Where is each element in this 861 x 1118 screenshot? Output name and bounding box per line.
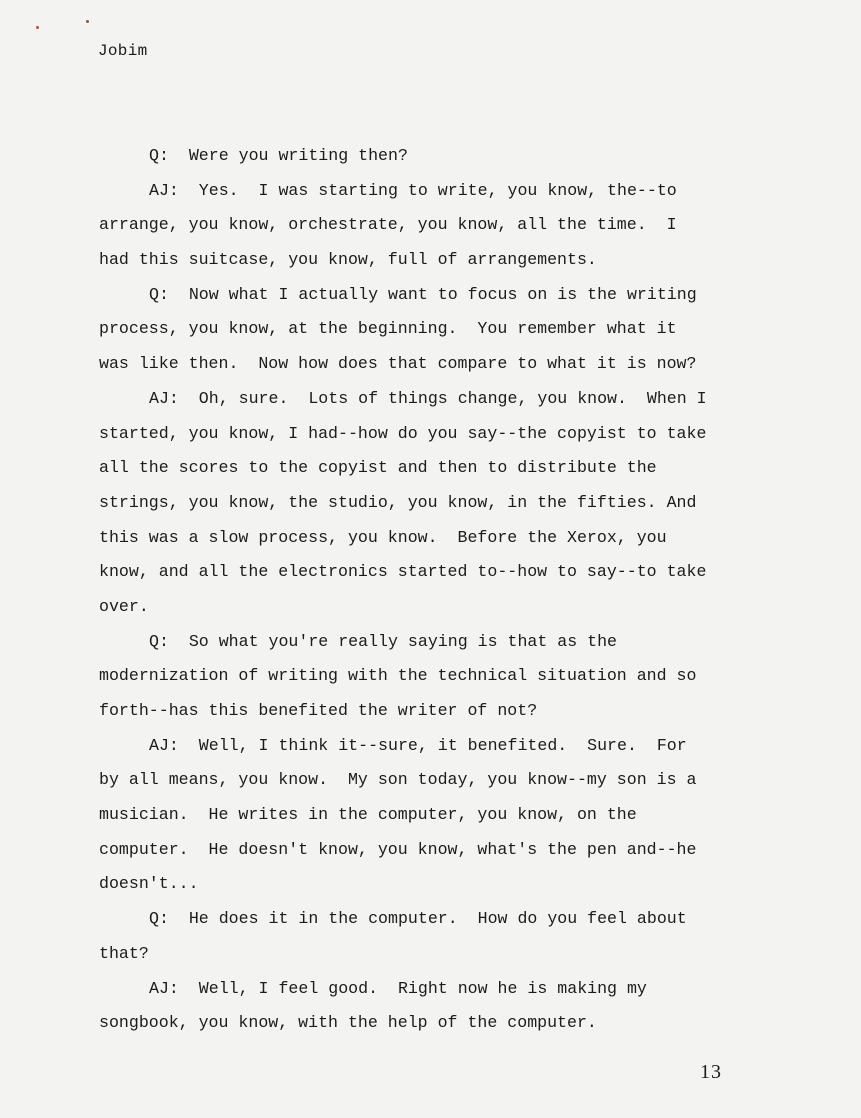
transcript-line: doesn't... [99, 874, 199, 894]
page-header: Jobim [98, 42, 148, 60]
transcript-line: AJ: Well, I feel good. Right now he is making my [149, 978, 647, 998]
transcript-line: over. [99, 596, 149, 616]
transcript-line: know, and all the electronics started to--how to say--to take [99, 562, 707, 582]
transcript-line: computer. He doesn't know, you know, what's the pen and--he [99, 839, 697, 859]
paper-speck [36, 26, 39, 29]
transcript-line: modernization of writing with the technical situation and so [99, 666, 697, 686]
transcript-line: Q: Now what I actually want to focus on is the writing [149, 284, 697, 304]
transcript-line: AJ: Yes. I was starting to write, you know, the--to [149, 180, 677, 200]
transcript-line: this was a slow process, you know. Before the Xerox, you [99, 527, 667, 547]
transcript-line: had this suitcase, you know, full of arrangements. [99, 250, 597, 270]
transcript-line: AJ: Oh, sure. Lots of things change, you know. When I [149, 388, 707, 408]
transcript-line: by all means, you know. My son today, you know--my son is a [99, 770, 697, 790]
paper-speck [86, 20, 89, 23]
transcript-line: arrange, you know, orchestrate, you know, all the time. I [99, 215, 677, 235]
transcript-line: forth--has this benefited the writer of not? [99, 701, 538, 720]
transcript-line: was like then. Now how does that compare to what it is now? [99, 354, 697, 374]
transcript-line: all the scores to the copyist and then to distribute the [99, 458, 657, 478]
transcript-line: Q: Were you writing then? [149, 146, 408, 165]
transcript-line: strings, you know, the studio, you know, in the fifties. And [99, 492, 697, 512]
transcript-line: AJ: Well, I think it--sure, it benefited. Sure. For [149, 735, 687, 755]
transcript-line: started, you know, I had--how do you say--the copyist to take [99, 423, 707, 443]
transcript-body [99, 139, 739, 1041]
transcript-line: that? [99, 943, 149, 963]
transcript-line: Q: He does it in the computer. How do you feel about [149, 909, 687, 929]
transcript-line: Q: So what you're really saying is that as the [149, 631, 618, 651]
transcript-line: songbook, you know, with the help of the computer. [99, 1013, 597, 1033]
transcript-line: process, you know, at the beginning. You remember what it [99, 319, 677, 339]
page-number: 13 [700, 1061, 722, 1083]
transcript-line: musician. He writes in the computer, you know, on the [99, 805, 637, 825]
